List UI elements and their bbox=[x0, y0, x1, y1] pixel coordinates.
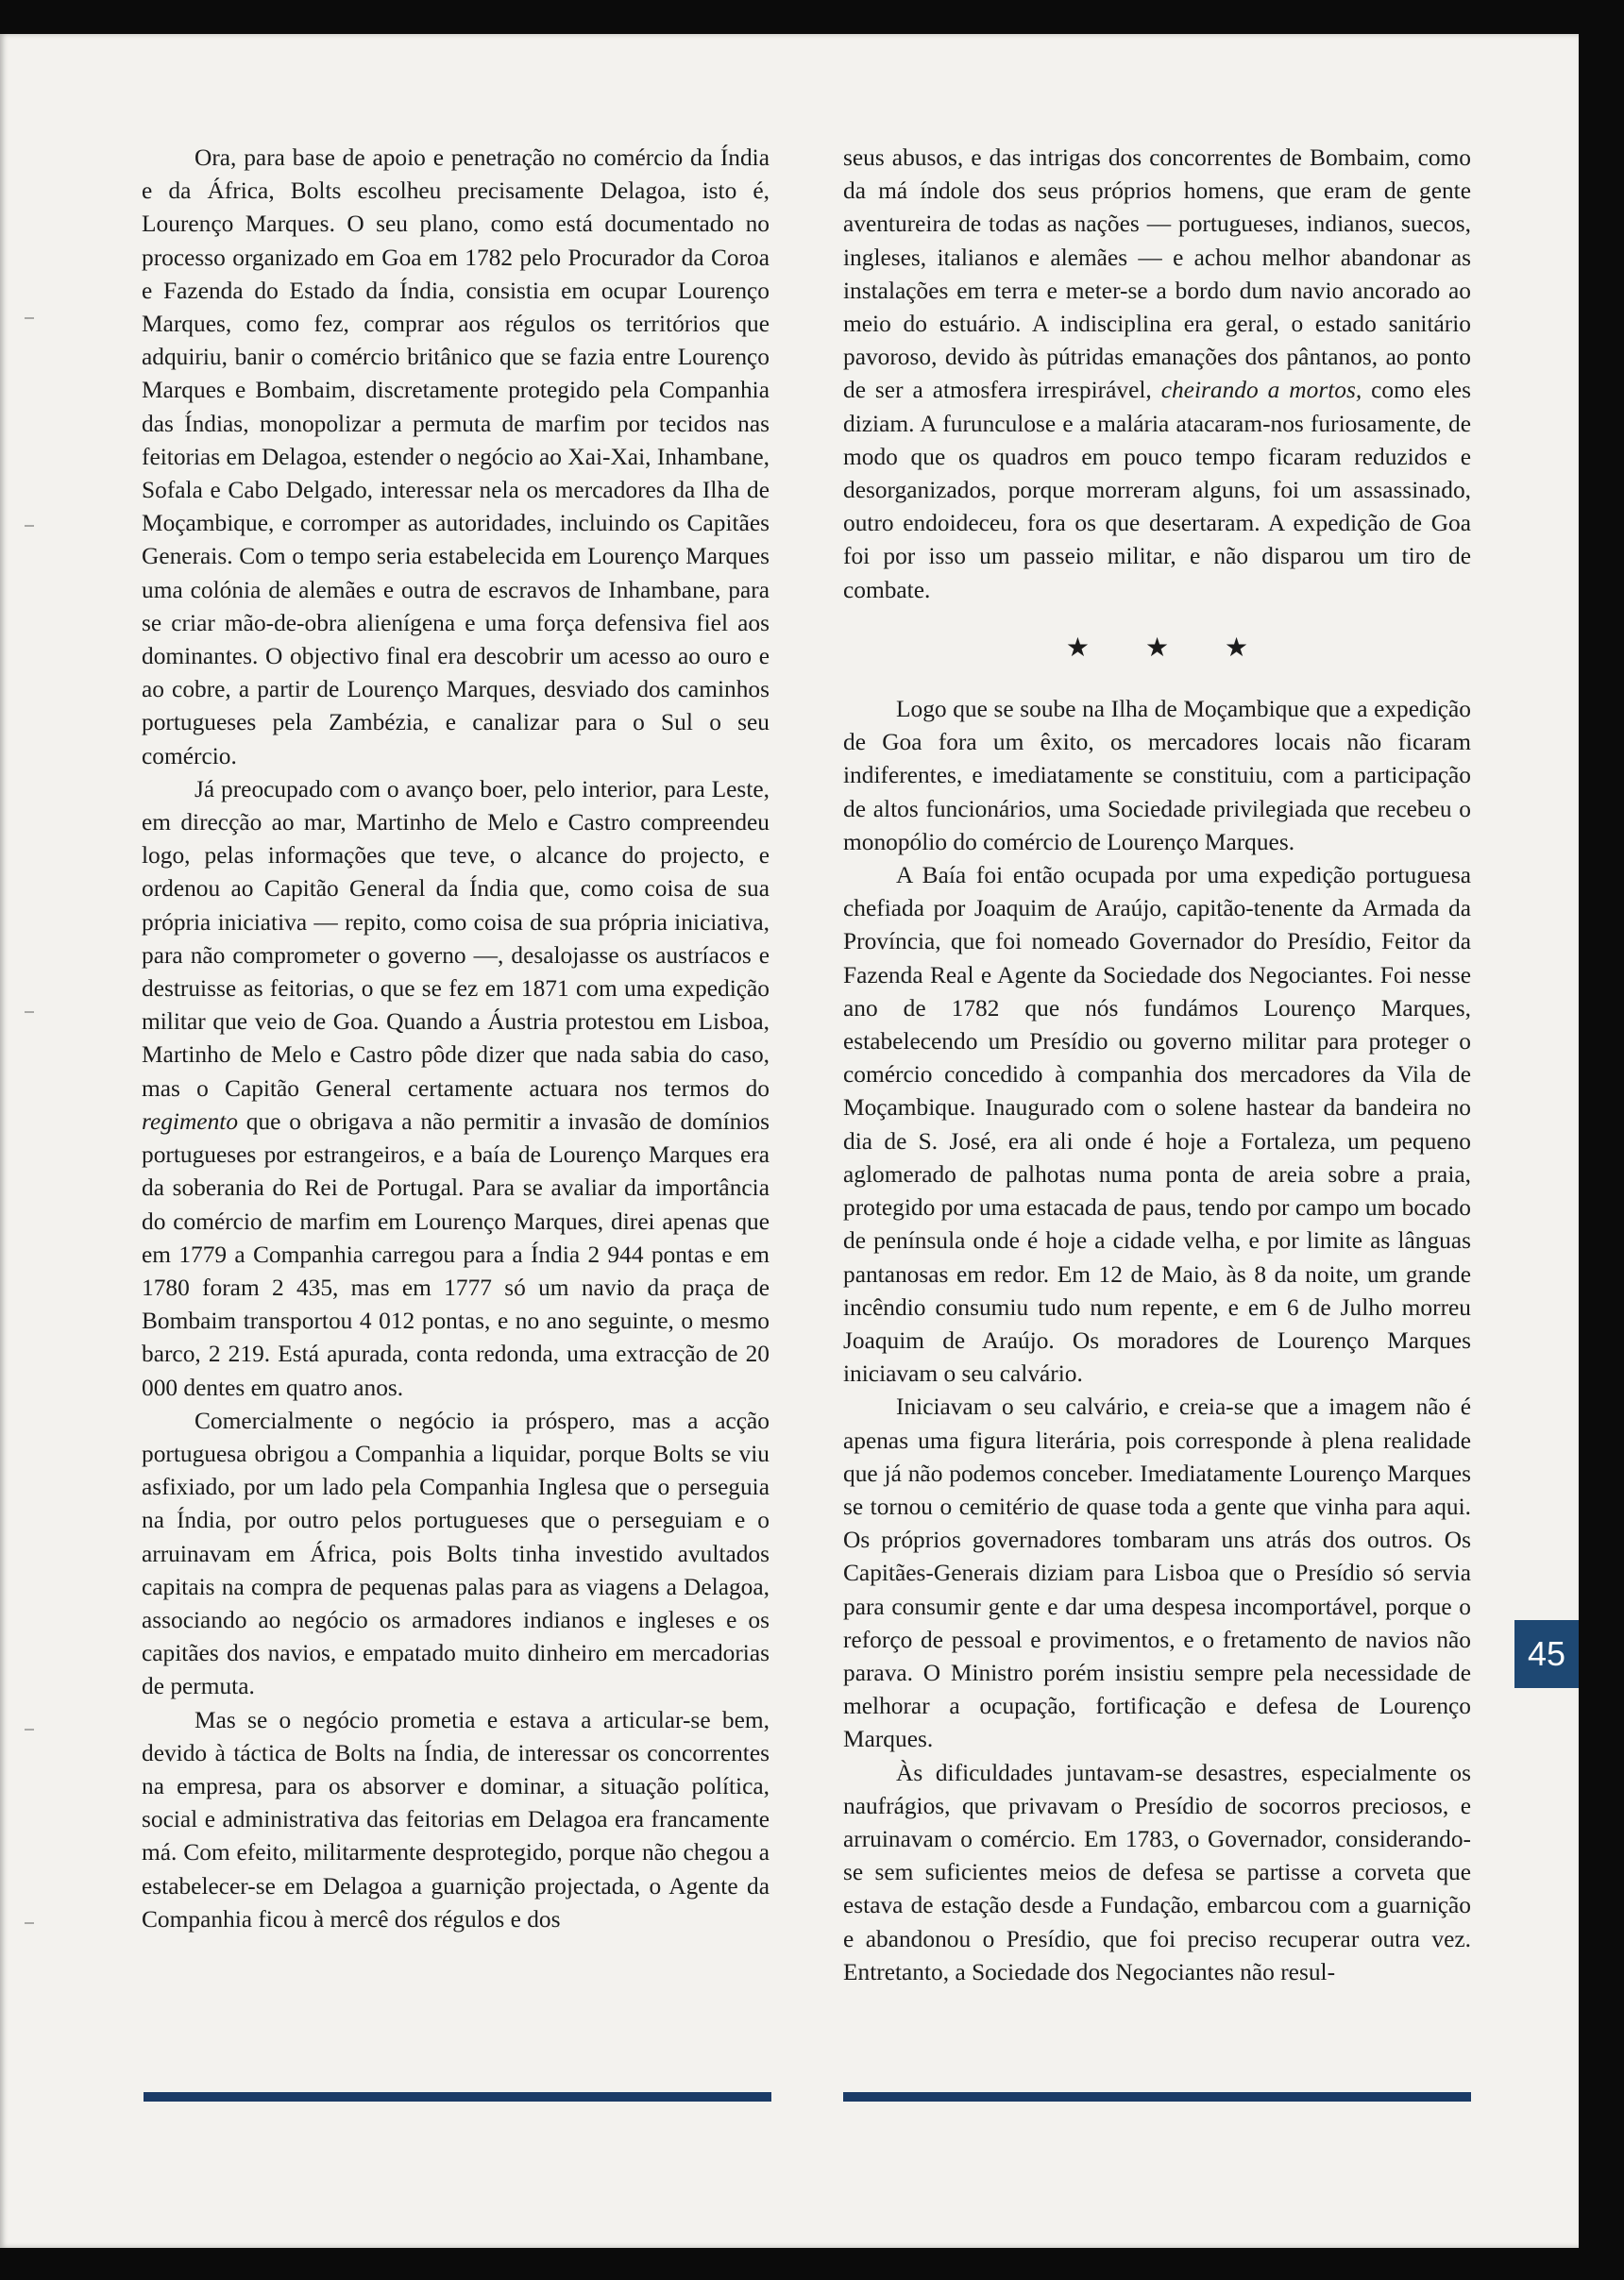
page-number-tab bbox=[1514, 1620, 1579, 1688]
paragraph: A Baía foi então ocupada por uma expedição portuguesa chefiada por Joaquim de Araújo, capitão-tenente da Armada da Província, que foi nomeado Governador do Presídio, Feitor da Fazenda Real e Agente da Sociedade dos Negociantes. Foi nesse ano de 1782 que nós fundámos Lourenço Marques, estabelecendo um Presídio ou governo militar para proteger o comércio concedido à companhia dos mercadores da Vila de Moçambique. Inaugurado com o solene hastear da bandeira no dia de S. José, era ali onde é hoje a Fortaleza, um pequeno aglomerado de palhotas numa ponta de areia sobre a praia, protegido por uma estacada de paus, tendo por campo um bocado de península onde é hoje a cidade velha, e por limite as lânguas pantanosas em redor. Em 12 de Maio, às 8 da noite, um grande incêndio consumiu tudo num repente, e em 6 de Julho morreu Joaquim de Araújo. Os moradores de Lourenço Marques iniciavam o seu calvário. bbox=[843, 862, 1471, 1388]
paragraph: Mas se o negócio prometia e estava a articular-se bem, devido à táctica de Bolts na Índia, de interessar os concorrentes na empresa, para os absorver e dominar, a situação política, social e administrativa das feitorias em Delagoa era francamente má. Com efeito, militarmente desprotegido, porque não chegou a estabelecer-se em Delagoa a guarnição projectada, o Agente da Companhia ficou à mercê dos régulos e dos bbox=[142, 1706, 770, 1933]
page-number: 45 bbox=[1527, 1634, 1566, 1673]
left-text-column bbox=[142, 142, 770, 1936]
margin-mark bbox=[25, 317, 34, 319]
margin-mark bbox=[25, 1011, 34, 1013]
column-footer-rule bbox=[843, 2092, 1471, 2102]
magazine-page bbox=[0, 34, 1579, 2248]
margin-mark bbox=[25, 1729, 34, 1731]
paragraph: Às dificuldades juntavam-se desastres, especialmente os naufrágios, que privavam o Presídio de socorros preciosos, e arruinavam o comércio. Em 1783, o Governador, considerando-se sem suficientes meios de defesa se partisse a corveta que estava de estação desde a Fundação, embarcou com a guarnição e abandonou o Presídio, que foi preciso recuperar outra vez. Entretanto, a Sociedade dos Negociantes não resul- bbox=[843, 1759, 1471, 1985]
paragraph bbox=[142, 773, 770, 1405]
paragraph bbox=[843, 142, 1471, 607]
margin-mark bbox=[25, 1922, 34, 1924]
emphasis: regimento bbox=[142, 1107, 239, 1135]
right-text-column bbox=[843, 142, 1471, 1989]
paragraph-text: que o obrigava a não permitir a invasão de domínios portugueses por estrangeiros, e a baía de Lourenço Marques era da soberania do Rei de Portugal. Para se avaliar da importância do comércio de marfim em Lourenço Marques, direi apenas que em 1779 a Companhia carregou para a Índia 2 944 pontas e em 1780 foram 2 435, mas em 1777 só um navio da praça de Bombaim transportou 4 012 pontas, e no ano seguinte, o mesmo barco, 2 219. Está apurada, conta redonda, uma extracção de 20 000 dentes em quatro anos. bbox=[142, 1107, 770, 1401]
paragraph: Logo que se soube na Ilha de Moçambique que a expedição de Goa fora um êxito, os mercadores locais não ficaram indiferentes, e imediatamente se constituiu, com a participação de altos funcionários, uma Sociedade privilegiada que recebeu o monopólio do comércio de Lourenço Marques. bbox=[843, 696, 1471, 855]
emphasis: cheirando a mortos, bbox=[1160, 377, 1362, 404]
section-separator: ★ ★ ★ bbox=[1065, 633, 1274, 663]
paragraph: Ora, para base de apoio e penetração no comércio da Índia e da África, Bolts escolheu precisamente Delagoa, isto é, Lourenço Marques. O seu plano, como está documentado no processo organizado em Goa em 1782 pelo Procurador da Coroa e Fazenda do Estado da Índia, consistia em ocupar Lourenço Marques, como fez, comprar aos régulos os territórios que adquiriu, banir o comércio britânico que se fazia entre Lourenço Marques e Bombaim, discretamente protegido pela Companhia das Índias, monopolizar a permuta de marfim por tecidos nas feitorias em Delagoa, estender o negócio ao Xai-Xai, Inhambane, Sofala e Cabo Delgado, interessar nela os mercadores da Ilha de Moçambique, e corromper as autoridades, incluindo os Capitães Generais. Com o tempo seria estabelecida em Lourenço Marques uma colónia de alemães e outra de escravos de Inhambane, para se criar mão-de-obra alienígena e uma força defensiva fiel aos dominantes. O objectivo final era descobrir um acesso ao ouro e ao cobre, a partir de Lourenço Marques, desviado dos caminhos portugueses pela Zambézia, e canalizar para o Sul o seu comércio. bbox=[142, 144, 770, 769]
column-footer-rule bbox=[144, 2092, 771, 2102]
paragraph: Comercialmente o negócio ia próspero, mas a acção portuguesa obrigou a Companhia a liquidar, porque Bolts se viu asfixiado, por um lado pela Companhia Inglesa que o perseguia na Índia, por outro pelos portugueses que o perseguiam e o arruinavam em África, pois Bolts tinha investido avultados capitais na compra de pequenas palas para as viagens a Delagoa, associando ao negócio os armadores indianos e ingleses e os capitães dos navios, e empatado muito dinheiro em mercadorias de permuta. bbox=[142, 1407, 770, 1700]
margin-mark bbox=[25, 525, 34, 527]
paragraph: Iniciavam o seu calvário, e creia-se que a imagem não é apenas uma figura literária, pois corresponde à plena realidade que já não podemos conceber. Imediatamente Lourenço Marques se tornou o cemitério de quase toda a gente que vinha para aqui. Os próprios governadores tombaram uns atrás dos outros. Os Capitães-Generais diziam para Lisboa que o Presídio só servia para consumir gente e dar uma despesa incomportável, porque o reforço de pessoal e provimentos, e o fretamento de navios não parava. O Ministro porém insistiu sempre pela necessidade de melhorar a ocupação, fortificação e defesa de Lourenço Marques. bbox=[843, 1393, 1471, 1753]
paragraph-text: seus abusos, e das intrigas dos concorrentes de Bombaim, como da má índole dos seus próprios homens, que eram de gente aventureira de todas as nações — portugueses, indianos, suecos, ingleses, italianos e alemães — e achou melhor abandonar as instalações em terra e meter-se a bordo dum navio ancorado ao meio do estuário. A indisciplina era geral, o estado sanitário pavoroso, devido às pútridas emanações dos pântanos, ao ponto de ser a atmosfera irrespirável, bbox=[843, 144, 1471, 404]
paragraph-text: como eles diziam. A furunculose e a malária atacaram-nos furiosamente, de modo que os quadros em pouco tempo ficaram reduzidos e desorganizados, porque morreram alguns, foi um assassinado, outro endoideceu, fora os que desertaram. A expedição de Goa foi por isso um passeio militar, e não disparou um tiro de combate. bbox=[843, 377, 1471, 603]
paragraph-text: Já preocupado com o avanço boer, pelo interior, para Leste, em direcção ao mar, Martinho de Melo e Castro compreendeu logo, pelas informações que teve, o alcance do projecto, e ordenou ao Capitão General da Índia que, como coisa de sua própria iniciativa — repito, como coisa de sua própria iniciativa, para não comprometer o governo —, desalojasse os austríacos e destruisse as feitorias, o que se fez em 1871 com uma expedição militar que veio de Goa. Quando a Áustria protestou em Lisboa, Martinho de Melo e Castro pôde dizer que nada sabia do caso, mas o Capitão General certamente actuara nos termos do bbox=[142, 775, 770, 1102]
